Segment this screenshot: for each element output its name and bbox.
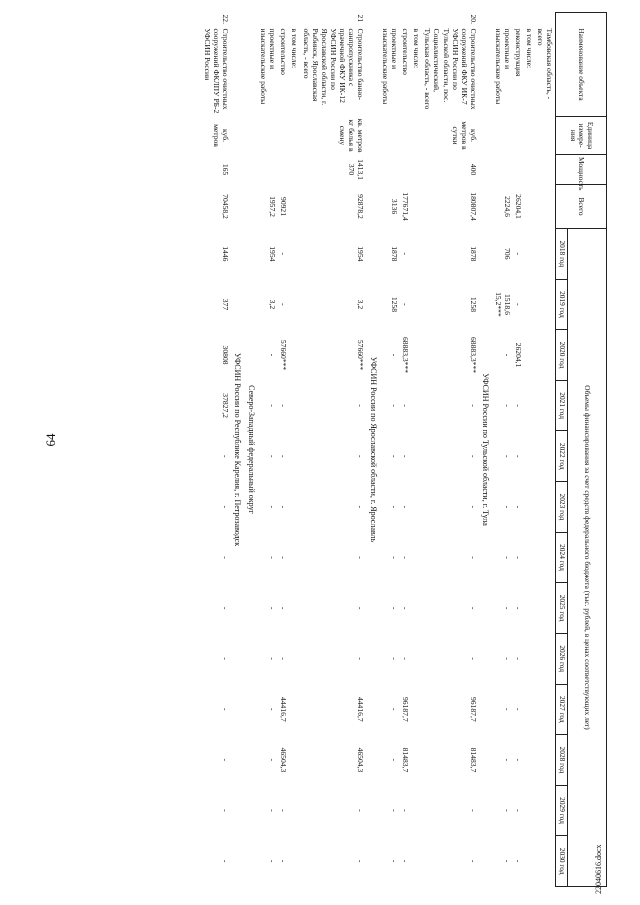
row-number [278,13,289,27]
year-value-cell: - [468,657,478,660]
year-value-cell: - [468,556,478,559]
header-name: Наименование объекта [556,13,607,117]
year-value-cell [524,735,535,786]
capacity-cell: 400 [468,163,478,176]
year-value-cell: - [356,454,366,458]
unit-cell [289,117,300,155]
object-name: проектные и изыскательские работы [380,28,399,105]
year-value-cell: - [268,657,278,660]
year-value-cell: - [513,606,523,610]
year-value-cell: - [220,505,230,509]
year-value-cell [535,330,556,381]
section-title: Северо-Западный федеральный округ [246,385,256,514]
year-value-cell: - [279,556,289,559]
total-cell: 26204,1 [513,194,523,219]
year-value-cell [524,482,535,533]
year-value-cell: 30808 [220,345,230,365]
object-name: строительство [279,28,289,75]
unit-cell: куб. метров в сутки [450,121,478,150]
year-value-cell: - [279,657,289,660]
year-value-cell: - [268,809,278,812]
year-value-cell [535,785,556,836]
year-value-cell: - [401,657,411,660]
object-name: Строительство очистных сооружений ФКУ ИК-7 УФСИН России по Тульской области, пос. Социалистический, Тульская область, - всего [423,28,478,110]
total-cell: 70458,2 [220,194,230,219]
unit-cell [492,117,512,155]
total-cell: 92878,2 [356,194,366,219]
year-value-cell: - [468,859,478,863]
year-value-cell [524,279,535,330]
year-value-cell [411,583,422,634]
year-value-cell: 1878 [390,246,399,262]
footer-filename: 22040616.docx [594,844,603,894]
year-value-cell: - [390,657,399,660]
year-value-cell: - [220,454,230,458]
year-value-cell: - [268,556,278,559]
object-name: проектные и изыскательские работы [259,28,278,105]
total-cell [535,185,556,229]
year-value-cell: - [401,809,411,812]
year-value-cell: - [513,657,523,660]
table-row [400,13,411,887]
capacity-cell [524,155,535,185]
header-total: Всего [556,185,607,229]
year-value-cell [289,633,300,684]
year-value-cell [524,583,535,634]
unit-cell: куб. метров [211,124,230,147]
total-cell: 1957,2 [268,196,278,217]
year-value-cell: 26204,1 [513,342,523,368]
header-funding-title: Объемы финансирования за счет средств федерального бюджета (тыс. рублей, в ценах соответствующих лет) [568,229,607,887]
year-value-cell [411,380,422,431]
year-value-cell [535,532,556,583]
year-value-cell: - [502,758,512,762]
year-value-cell: 706 [502,248,512,260]
year-value-cell [289,785,300,836]
year-value-cell: - [513,708,523,711]
year-value-cell: 96187,7 [401,696,411,722]
object-name: в том числе: [524,28,534,69]
year-value-cell: - [268,606,278,610]
year-value-cell [535,836,556,887]
rotated-table-container [42,0,607,895]
year-value-cell: - [513,556,523,559]
total-cell: 180807,4 [468,192,478,221]
year-value-cell [411,279,422,330]
year-value-cell: - [356,404,366,407]
capacity-cell [492,155,512,185]
header-unit: Единица измере-ния [556,117,607,155]
capacity-cell: 165 [220,163,230,176]
year-value-cell: - [390,505,399,509]
year-header-cell: 2030 год [556,836,568,887]
section-separator-row [231,13,245,887]
year-value-cell: 3,2 [356,299,366,310]
funding-table [201,12,607,887]
year-value-cell: - [502,809,512,812]
year-value-cell: - [513,859,523,863]
year-value-cell: - [279,404,289,407]
year-value-cell [524,330,535,381]
year-value-cell [535,482,556,533]
table-row [422,13,479,887]
year-value-cell [289,431,300,482]
unit-cell [411,117,422,155]
table-body [201,13,555,887]
year-value-cell: - [220,859,230,863]
year-value-cell: - [513,809,523,812]
year-value-cell: - [279,505,289,509]
year-value-cell [524,431,535,482]
year-value-cell [524,633,535,684]
row-number: 21 [356,14,366,23]
total-cell: 3136 [390,198,399,215]
year-value-cell [411,330,422,381]
year-value-cell: - [502,657,512,660]
row-number [400,13,411,27]
year-value-cell: - [401,556,411,559]
table-row [201,13,230,887]
year-value-cell [524,229,535,280]
unit-cell [278,117,289,155]
unit-cell: кв. метров кг белья в смену [337,118,366,153]
year-value-cell [524,380,535,431]
table-row [380,13,400,887]
year-value-cell: - [513,505,523,509]
year-value-cell: - [268,353,278,357]
year-value-cell [411,532,422,583]
object-name: в том числе: [412,28,422,69]
row-number [492,13,512,27]
year-value-cell: - [468,454,478,458]
year-value-cell: 1258 [390,296,399,313]
year-value-cell [289,532,300,583]
year-value-cell [289,229,300,280]
year-value-cell [535,583,556,634]
year-value-cell: - [401,303,411,306]
year-value-cell: - [220,758,230,762]
year-header-cell: 2022 год [556,431,568,482]
year-value-cell: - [401,404,411,407]
unit-cell [513,117,524,155]
row-number [535,13,556,27]
row-number [411,13,422,27]
year-header-cell: 2027 год [556,684,568,735]
year-value-cell: - [468,505,478,509]
year-value-cell [535,229,556,280]
year-value-cell [289,279,300,330]
capacity-cell [411,155,422,185]
table-row [492,13,512,887]
year-value-cell: 1446 [220,246,230,262]
year-value-cell: - [356,657,366,660]
year-value-cell: 44416,7 [279,696,289,722]
table-row [258,13,278,887]
year-value-cell: - [513,404,523,407]
year-value-cell: - [390,809,399,812]
year-header-cell: 2024 год [556,532,568,583]
row-number: 20. [468,14,478,24]
year-value-cell: 57660*** [356,339,366,371]
section-separator-row [366,13,380,887]
year-value-cell: - [502,353,512,357]
year-value-cell [524,785,535,836]
object-name: Строительство банно-санпропускника с прачечной ФКУ ИК-12 УФСИН России по Ярославской области, г. Рыбинск, Ярославская область, - всего [301,28,366,106]
row-number [513,13,524,27]
year-value-cell: - [268,859,278,863]
year-value-cell [289,684,300,735]
year-value-cell: - [390,859,399,863]
row-number: 22. [220,14,230,24]
year-value-cell: 1954 [268,246,278,262]
year-value-cell: - [513,454,523,458]
year-value-cell: - [502,859,512,863]
table-row [513,13,524,887]
total-cell: 177671,4 [401,192,411,221]
year-value-cell: - [401,606,411,610]
year-value-cell: - [356,809,366,812]
year-value-cell: - [401,505,411,509]
capacity-cell [258,155,278,185]
year-value-cell [289,583,300,634]
unit-cell [258,117,278,155]
section-separator-row [479,13,493,887]
year-value-cell: 37827,2 [220,393,230,418]
year-value-cell [535,684,556,735]
unit-cell [524,117,535,155]
year-value-cell: - [502,505,512,509]
year-header-cell: 2019 год [556,279,568,330]
year-value-cell: 44416,7 [356,696,366,722]
year-value-cell: - [513,252,523,256]
capacity-cell: 1413,1 370 [347,159,366,180]
capacity-cell [535,155,556,185]
unit-cell [400,117,411,155]
year-value-cell [535,380,556,431]
year-value-cell [411,785,422,836]
capacity-cell [278,155,289,185]
year-value-cell: - [279,859,289,863]
year-header-cell: 2026 год [556,633,568,684]
year-value-cell: - [268,404,278,407]
header-capacity: Мощность [556,155,607,185]
section-separator-row [244,13,258,887]
year-value-cell: - [401,859,411,863]
row-number [289,13,300,27]
year-header-cell: 2028 год [556,735,568,786]
year-value-cell: - [268,758,278,762]
year-value-cell: - [356,606,366,610]
year-value-cell [289,836,300,887]
year-value-cell: - [220,657,230,660]
year-header-cell: 2025 год [556,583,568,634]
section-title: УФСИН России по Ярославской области, г. Ярославль [368,356,378,543]
year-value-cell: - [502,606,512,610]
year-value-cell: - [268,708,278,711]
year-value-cell: - [220,606,230,610]
year-value-cell: - [390,708,399,711]
capacity-cell [400,155,411,185]
table-row [411,13,422,887]
year-value-cell: 377 [220,298,230,311]
year-value-cell [411,836,422,887]
year-value-cell [411,684,422,735]
year-header-cell: 2023 год [556,482,568,533]
year-value-cell: - [220,556,230,559]
year-value-cell: - [279,303,289,306]
year-header-cell: 2021 год [556,380,568,431]
year-value-cell [289,735,300,786]
year-value-cell: 68883,3*** [468,337,478,374]
row-number [524,13,535,27]
year-value-cell [524,532,535,583]
year-value-cell: - [502,708,512,711]
table-header [556,13,607,887]
year-value-cell [411,229,422,280]
year-value-cell [411,431,422,482]
year-value-cell: - [268,505,278,509]
year-value-cell: 81483,7 [401,747,411,773]
table-row [535,13,556,887]
capacity-cell [289,155,300,185]
year-value-cell [524,836,535,887]
year-value-cell: - [279,252,289,256]
year-value-cell [411,735,422,786]
object-name: Строительство очистных сооружений ФКЛПУ РБ-2 УФСИН России [202,28,230,114]
unit-cell [535,117,556,155]
year-header-cell: 2020 год [556,330,568,381]
year-value-cell [535,431,556,482]
year-value-cell: - [220,708,230,711]
year-value-cell [289,380,300,431]
section-title: УФСИН России по Республике Карелия, г. Петрозаводск [233,352,243,547]
year-value-cell [535,633,556,684]
year-value-cell: - [356,505,366,509]
year-value-cell: - [220,809,230,812]
year-value-cell: - [390,606,399,610]
year-value-cell: - [513,758,523,762]
year-value-cell [289,482,300,533]
year-value-cell: - [356,859,366,863]
year-value-cell: 1878 [468,246,478,262]
capacity-cell [380,155,400,185]
object-name: строительство [401,28,411,75]
row-number [380,13,400,27]
year-value-cell: - [502,404,512,407]
year-value-cell: - [468,606,478,610]
total-cell [411,185,422,229]
year-value-cell: - [279,454,289,458]
year-value-cell [411,482,422,533]
year-value-cell: - [468,404,478,407]
year-value-cell: - [356,556,366,559]
year-value-cell: 3,2 [268,299,278,310]
page-number: 64 [43,433,58,447]
year-value-cell: 1518,6 15,2*** [493,292,512,317]
total-cell: 2224,6 [502,196,512,217]
year-value-cell [524,684,535,735]
year-value-cell: 1258 [468,296,478,313]
year-value-cell: - [390,404,399,407]
total-cell [524,185,535,229]
year-value-cell: 81483,7 [468,747,478,773]
capacity-cell [513,155,524,185]
year-value-cell: - [401,252,411,256]
row-number [258,13,278,27]
year-value-cell: 46504,3 [279,747,289,773]
year-value-cell: 1954 [356,246,366,262]
section-title: УФСИН России по Тульской области, г. Тула [481,373,491,526]
table-row [278,13,289,887]
year-value-cell [535,279,556,330]
table-row [524,13,535,887]
year-value-cell: 68883,3*** [401,337,411,374]
year-value-cell: - [390,556,399,559]
year-value-cell [535,735,556,786]
year-value-cell: - [502,454,512,458]
year-value-cell: - [502,556,512,559]
total-cell: 90921 [279,197,289,216]
table-row [300,13,366,887]
year-header-cell: 2029 год [556,785,568,836]
year-value-cell: - [390,758,399,762]
year-header-cell: 2018 год [556,229,568,280]
year-value-cell: - [468,809,478,812]
year-value-cell: 57660*** [279,339,289,371]
year-value-cell: - [279,809,289,812]
total-cell [289,185,300,229]
year-value-cell: 96187,7 [468,696,478,722]
year-value-cell [289,330,300,381]
table-row [289,13,300,887]
year-value-cell: - [279,606,289,610]
year-value-cell: - [390,353,399,357]
object-name: Тамбовская область, - всего [536,28,555,100]
year-value-cell: - [390,454,399,458]
unit-cell [380,117,400,155]
year-value-cell: - [401,454,411,458]
year-value-cell: - [268,454,278,458]
object-name: в том числе: [290,28,300,69]
year-value-cell: 46504,3 [356,747,366,773]
object-name: реконструкция [513,28,523,77]
object-name: проектные и изыскательские работы [493,28,512,105]
year-value-cell: - [513,303,523,306]
year-value-cell [411,633,422,684]
